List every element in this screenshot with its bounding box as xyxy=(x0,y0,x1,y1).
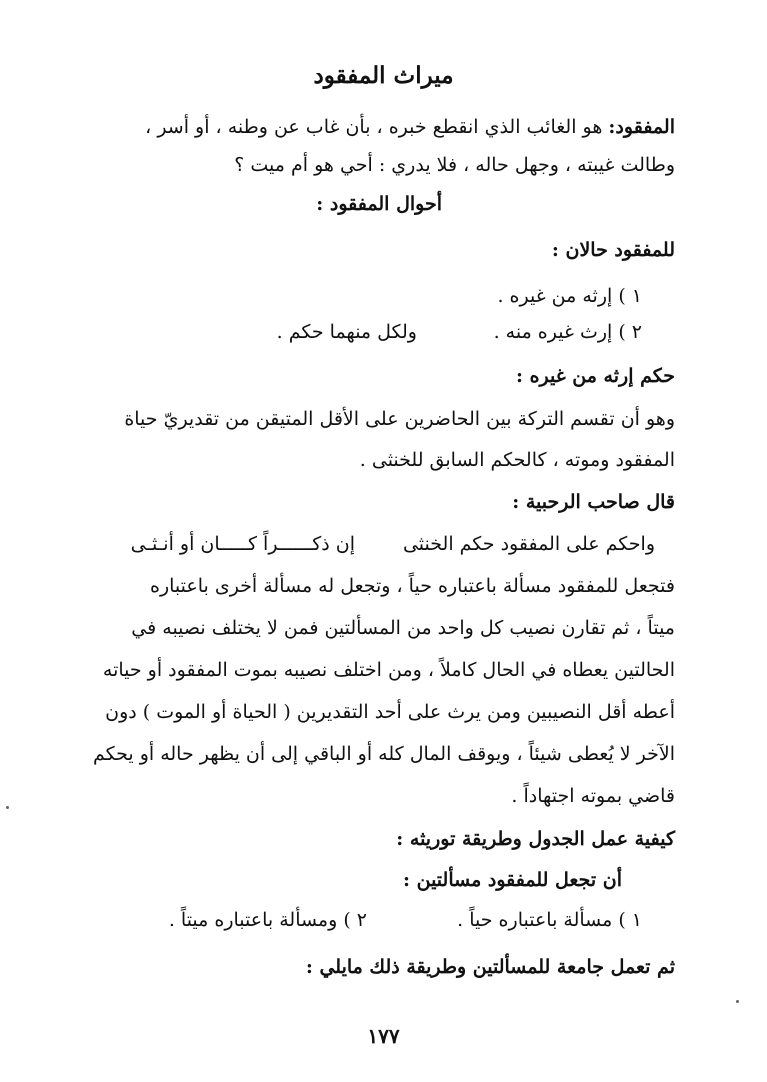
explanation-line: أعطه أقل النصيبين ومن يرث على أحد التقديرين ( الحياة أو الموت ) دون xyxy=(105,701,675,723)
scan-speck xyxy=(6,806,9,809)
method-heading: كيفية عمل الجدول وطريقة توريثه : xyxy=(396,828,675,850)
definition-line-1 xyxy=(145,113,675,141)
explanation-line: الحالتين يعطاه في الحال كاملاً ، ومن اختلف نصيبه بموت المفقود أو حياته xyxy=(102,659,675,681)
definition-line-2: وطالت غيبته ، وجهل حاله ، فلا يدري : أحي هو أم ميت ؟ xyxy=(234,154,675,176)
poem-first-half: واحكم على المفقود حكم الخنثى xyxy=(402,533,655,555)
page-number: ١٧٧ xyxy=(367,1024,400,1048)
rule-line-1: وهو أن تقسم التركة بين الحاضرين على الأقل المتيقن من تقديريّ حياة xyxy=(124,408,675,430)
definition-term: المفقود: xyxy=(608,116,675,138)
page-title: ميراث المفقود xyxy=(313,62,454,89)
state-item-1: ١ ) إرثه من غيره . xyxy=(497,285,642,307)
explanation-line: فتجعل للمفقود مسألة باعتباره حياً ، وتجعل له مسألة أخرى باعتباره xyxy=(149,575,675,597)
state-item-2: ٢ ) إرث غيره منه . xyxy=(493,321,642,343)
poem-heading: قال صاحب الرحبية : xyxy=(512,491,675,513)
method-final: ثم تعمل جامعة للمسألتين وطريقة ذلك مايلي : xyxy=(305,956,675,978)
method-subheading: أن تجعل للمفقود مسألتين : xyxy=(402,869,622,891)
explanation-line: ميتاً ، ثم تقارن نصيب كل واحد من المسألتين فمن لا يختلف نصيبه في xyxy=(131,617,675,639)
explanation-line: الآخر لا يُعطى شيئاً ، ويوقف المال كله أو الباقي إلى أن يظهر حاله أو يحكم xyxy=(92,743,675,765)
poem-second-half: إن ذكــــــراً كـــــان أو أنـثـى xyxy=(130,533,355,555)
method-item-1: ١ ) مسألة باعتباره حياً . xyxy=(457,909,642,931)
method-item-2: ٢ ) ومسألة باعتباره ميتاً . xyxy=(168,909,367,931)
state-note: ولكل منهما حكم . xyxy=(276,321,417,343)
explanation-line: قاضي بموته اجتهاداً . xyxy=(511,785,675,807)
states-heading: للمفقود حالان : xyxy=(551,239,675,261)
rule-heading: حكم إرثه من غيره : xyxy=(515,365,675,387)
scan-speck xyxy=(736,1000,739,1003)
definition-text: هو الغائب الذي انقطع خبره ، بأن غاب عن وطنه ، أو أسر ، xyxy=(145,116,609,138)
ahwal-heading: أحوال المفقود : xyxy=(316,193,442,215)
rule-line-2: المفقود وموته ، كالحكم السابق للخنثى . xyxy=(359,449,675,471)
